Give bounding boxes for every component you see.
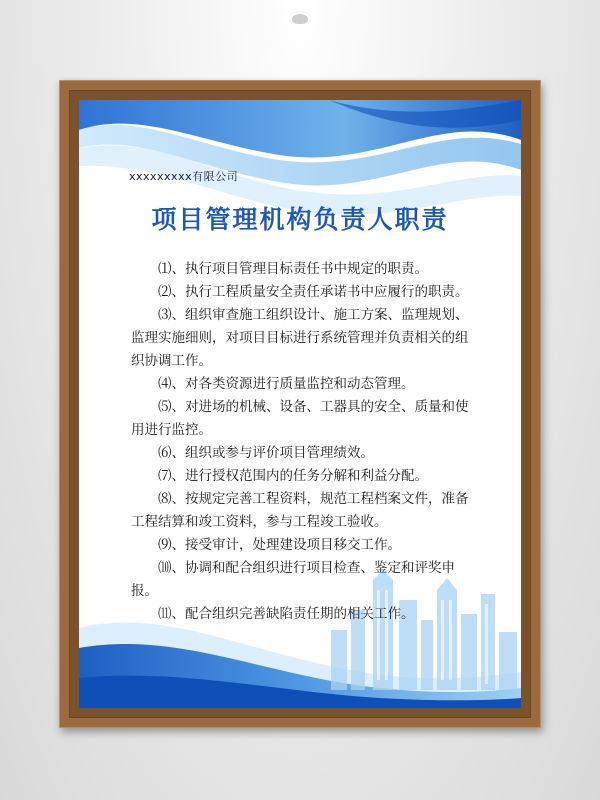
duty-list [131, 258, 477, 626]
spotlight-lamp [292, 14, 308, 24]
poster-title: 项目管理机构负责人职责 [151, 205, 449, 234]
duty-item: ⑼、接受审计，处理建设项目移交工作。 [158, 537, 401, 553]
duty-item: ⑹、组织或参与评价项目管理绩效。 [158, 445, 374, 461]
poster-frame [59, 80, 541, 728]
duty-item: ⑶、组织审查施工组织设计、施工方案、监理规划、监理实施细则，对项目目标进行系统管理并负责相关的组织协调工作。 [131, 307, 469, 369]
duty-item: ⑽、协调和配合组织进行项目检查、鉴定和评奖申报。 [131, 560, 455, 599]
poster [79, 100, 521, 708]
duty-item: ⑺、进行授权范围内的任务分解和利益分配。 [158, 468, 428, 484]
duty-item: ⑾、配合组织完善缺陷责任期的相关工作。 [158, 606, 415, 622]
duty-item: ⑴、执行项目管理目标责任书中规定的职责。 [158, 261, 428, 277]
duty-item: ⑵、执行工程质量安全责任承诺书中应履行的职责。 [158, 284, 469, 300]
duty-item: ⑸、对进场的机械、设备、工器具的安全、质量和使用进行监控。 [131, 399, 469, 438]
duty-item: ⑷、对各类资源进行质量监控和动态管理。 [158, 376, 415, 392]
company-name: xxxxxxxxx有限公司 [129, 170, 239, 183]
duty-item: ⑻、按规定完善工程资料，规范工程档案文件，准备工程结算和竣工资料，参与工程竣工验收。 [131, 491, 469, 530]
